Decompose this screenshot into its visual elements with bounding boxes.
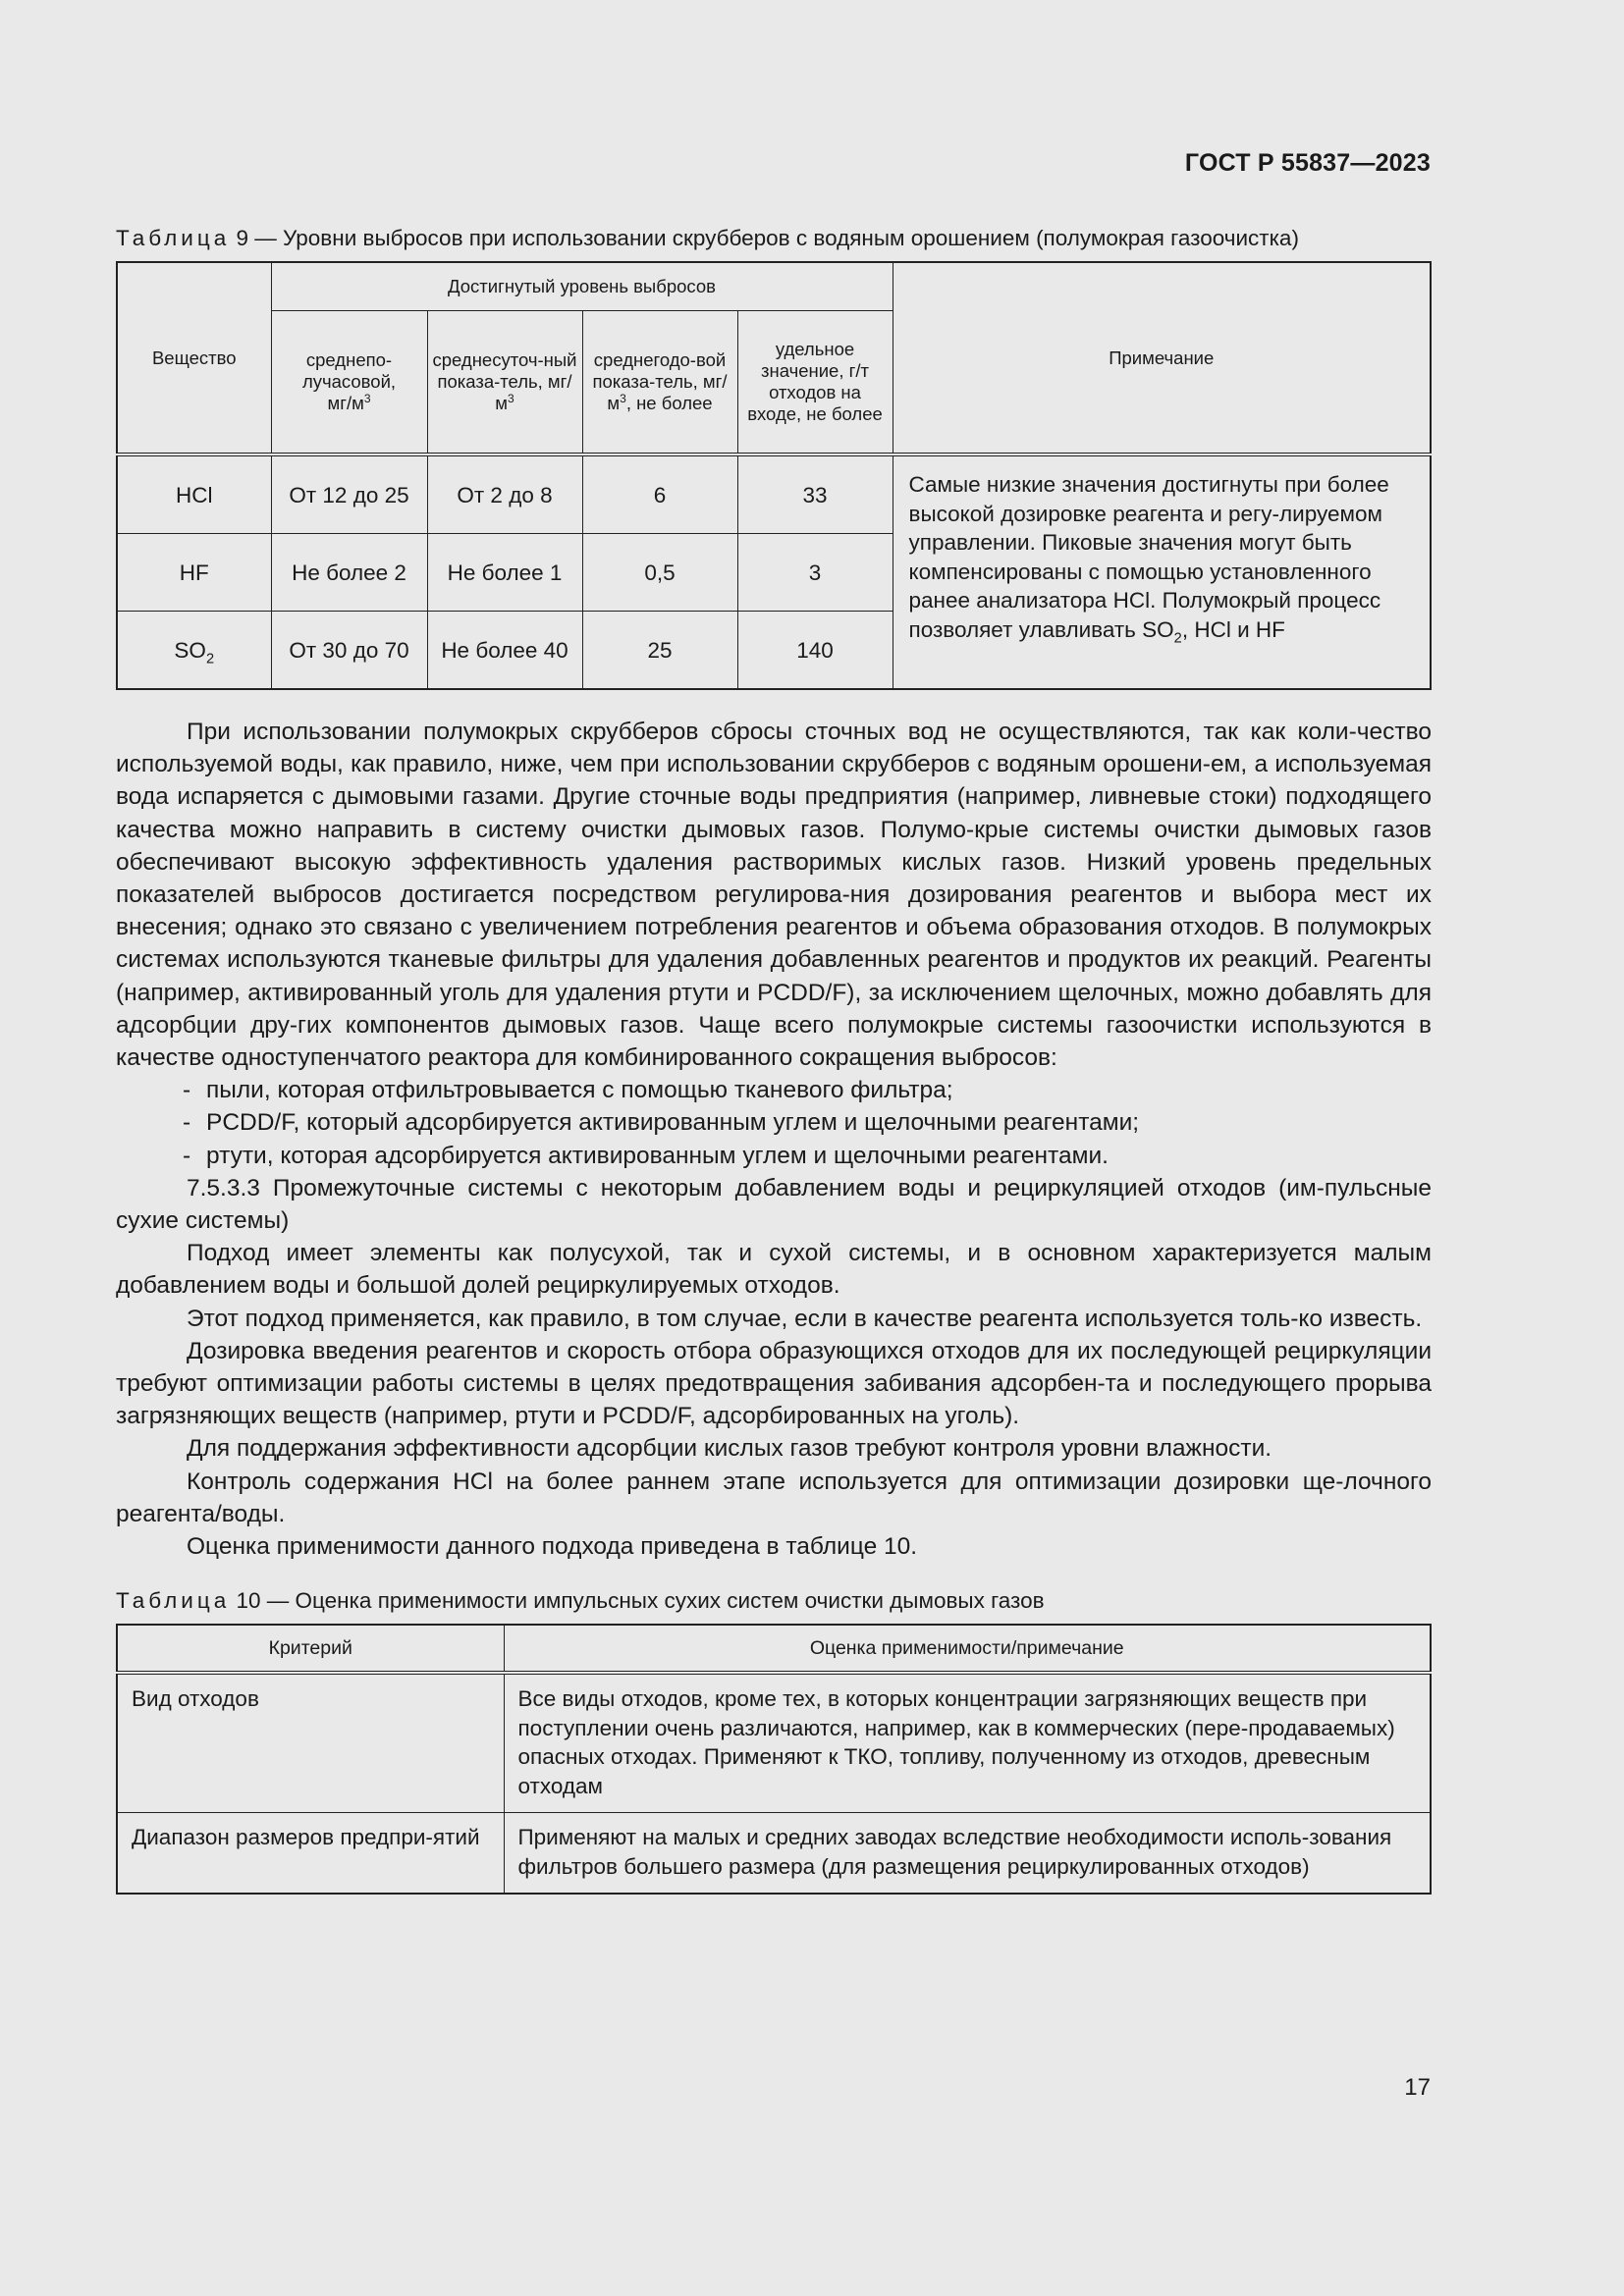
dash-marker: - — [183, 1077, 191, 1104]
paragraph: Контроль содержания HCl на более раннем этапе используется для оптимизации дозировки ще-лочного реагента/воды. — [116, 1468, 1432, 1527]
table9-header-daily-text: среднесуточ-ный показа-тель, мг/м — [432, 349, 577, 413]
table9-cell-substance — [117, 612, 271, 690]
table9-header-yearly-suffix: , не более — [625, 393, 713, 413]
table9-caption — [116, 224, 1432, 253]
paragraph: Этот подход применяется, как правило, в том случае, если в качестве реагента используется толь-ко известь. — [187, 1305, 1423, 1332]
table9-cell-note — [893, 454, 1431, 689]
dash-marker: - — [183, 1142, 191, 1169]
table9-cell-daily: Не более 40 — [427, 612, 582, 690]
table9-header-achieved-level: Достигнутый уровень выбросов — [271, 262, 893, 311]
table9-header-yearly — [582, 311, 737, 455]
table9-cell-halfhour: Не более 2 — [271, 534, 427, 612]
table-row — [117, 1813, 1431, 1895]
list-item — [183, 1074, 1432, 1106]
table10-cell-criterion: Вид отходов — [117, 1673, 504, 1813]
table9-substance-formula: SO — [174, 637, 206, 663]
page-content — [116, 224, 1432, 1895]
list-item-text: ртути, которая адсорбируется активированным углем и щелочными реагентами. — [206, 1142, 1109, 1169]
table9-caption-label: Таблица — [116, 226, 231, 250]
table9-cell-yearly: 6 — [582, 454, 737, 534]
table9-header-daily — [427, 311, 582, 455]
table9-cell-specific: 33 — [737, 454, 893, 534]
superscript-3: 3 — [363, 391, 371, 405]
table10-caption — [116, 1586, 1432, 1616]
table9-cell-yearly: 25 — [582, 612, 737, 690]
table9-cell-substance: HF — [117, 534, 271, 612]
section-heading-7-5-3-3: 7.5.3.3 Промежуточные системы с некоторым добавлением воды и рециркуляцией отходов (им-пульсные сухие системы) — [116, 1174, 1432, 1235]
table9-note-text: Самые низкие значения достигнуты при более высокой дозировке реагента и регу-лируемом управлении. Пиковые значения могут быть компенсированы с помощью установленного ранее анализатора HCl. Полумокрый процесс позволяет улавливать SO — [908, 472, 1389, 642]
subscript-2: 2 — [1173, 630, 1182, 646]
table9-emission-levels — [116, 261, 1432, 690]
table9-header-halfhour — [271, 311, 427, 455]
table10-caption-title: 10 — Оценка применимости импульсных сухих систем очистки дымовых газов — [230, 1588, 1045, 1614]
table9-caption-title: 9 — Уровни выбросов при использовании скрубберов с водяным орошением (полумокрая газоочистка) — [230, 226, 1299, 250]
table10-cell-assessment: Все виды отходов, кроме тех, в которых концентрации загрязняющих веществ при поступлении очень различаются, например, как в коммерческих (пере-продаваемых) опасных отходах. Применяют к ТКО, топливу, полученному из отходов, древесным отходам — [504, 1673, 1431, 1813]
page-number: 17 — [1404, 2074, 1431, 2101]
table10-cell-criterion: Диапазон размеров предпри-ятий — [117, 1813, 504, 1895]
subscript-2: 2 — [205, 651, 215, 667]
document-standard-id: ГОСТ Р 55837—2023 — [1184, 149, 1431, 177]
table9-header-halfhour-unit: мг/м — [327, 393, 364, 413]
table9-note-text-end: , HCl и HF — [1181, 616, 1285, 642]
table9-cell-halfhour: От 12 до 25 — [271, 454, 427, 534]
table10-applicability — [116, 1624, 1432, 1895]
table9-cell-daily: Не более 1 — [427, 534, 582, 612]
table-row — [117, 454, 1431, 534]
list-item-text: PCDD/F, который адсорбируется активированным углем и щелочными реагентами; — [206, 1109, 1140, 1137]
list-item — [183, 1106, 1432, 1139]
table9-cell-specific: 3 — [737, 534, 893, 612]
superscript-3: 3 — [508, 391, 514, 405]
table10-cell-assessment: Применяют на малых и средних заводах вследствие необходимости исполь-зования фильтров большего размера (для размещения рециркулированных отходов) — [504, 1813, 1431, 1895]
superscript-3: 3 — [620, 391, 626, 405]
paragraph: Подход имеет элементы как полусухой, так и сухой системы, и в основном характеризуется малым добавлением воды и большой долей рециркулируемых отходов. — [116, 1240, 1432, 1300]
table9-header-specific: удельное значение, г/т отходов на входе, не более — [737, 311, 893, 455]
paragraph: При использовании полумокрых скрубберов сбросы сточных вод не осуществляются, так как коли-чество используемой воды, как правило, ниже, чем при использовании скрубберов с водяным орошени-ем, а используемая вода испаряется с дымовыми газами. Другие сточные воды предприятия (например, ливневые стоки) подходящего качества можно направить в систему очистки дымовых газов. Полумо-крые системы очистки дымовых газов обеспечивают высокую эффективность удаления растворимых кислых газов. Низкий уровень предельных показателей выбросов достигается посредством регулирова-ния дозирования реагентов и выбора мест их внесения; однако это связано с увеличением потребления реагентов и объема образования отходов. В полумокрых системах используются тканевые фильтры для удаления добавленных реагентов и продуктов их реакций. Реагенты (например, активированный уголь для удаления ртути и PCDD/F), за исключением щелочных, можно добавлять для адсорбции дру-гих компонентов дымовых газов. Чаще всего полумокрые системы газоочистки используются в качестве одноступенчатого реактора для комбинированного сокращения выбросов: — [116, 719, 1432, 1072]
paragraph: Оценка применимости данного подхода приведена в таблице 10. — [187, 1533, 918, 1561]
paragraph: Для поддержания эффективности адсорбции кислых газов требуют контроля уровни влажности. — [187, 1435, 1272, 1463]
table9-cell-yearly: 0,5 — [582, 534, 737, 612]
table9-header-halfhour-text: среднепо-лучасовой, — [301, 349, 397, 392]
list-item-text: пыли, которая отфильтровывается с помощью тканевого фильтра; — [206, 1077, 953, 1104]
table9-cell-halfhour: От 30 до 70 — [271, 612, 427, 690]
list-item — [183, 1140, 1432, 1172]
table10-header-criterion: Критерий — [117, 1625, 504, 1673]
table9-cell-substance: HCl — [117, 454, 271, 534]
table10-caption-label: Таблица — [116, 1588, 231, 1614]
bullet-list — [116, 1074, 1432, 1172]
table-row — [117, 1673, 1431, 1813]
dash-marker: - — [183, 1109, 191, 1137]
table9-cell-specific: 140 — [737, 612, 893, 690]
body-text — [116, 716, 1432, 1563]
paragraph: Дозировка введения реагентов и скорость отбора образующихся отходов для их последующей рециркуляции требуют оптимизации работы системы в целях предотвращения забивания адсорбен-та и последующего прорыва загрязняющих веществ (например, ртути и PCDD/F, адсорбированных на уголь). — [116, 1337, 1432, 1430]
table9-header-yearly-text: среднегодо-вой показа-тель, мг/м — [592, 349, 728, 413]
table9-cell-daily: От 2 до 8 — [427, 454, 582, 534]
table9-header-substance: Вещество — [117, 262, 271, 454]
table10-header-assessment: Оценка применимости/примечание — [504, 1625, 1431, 1673]
table9-header-note: Примечание — [893, 262, 1431, 454]
